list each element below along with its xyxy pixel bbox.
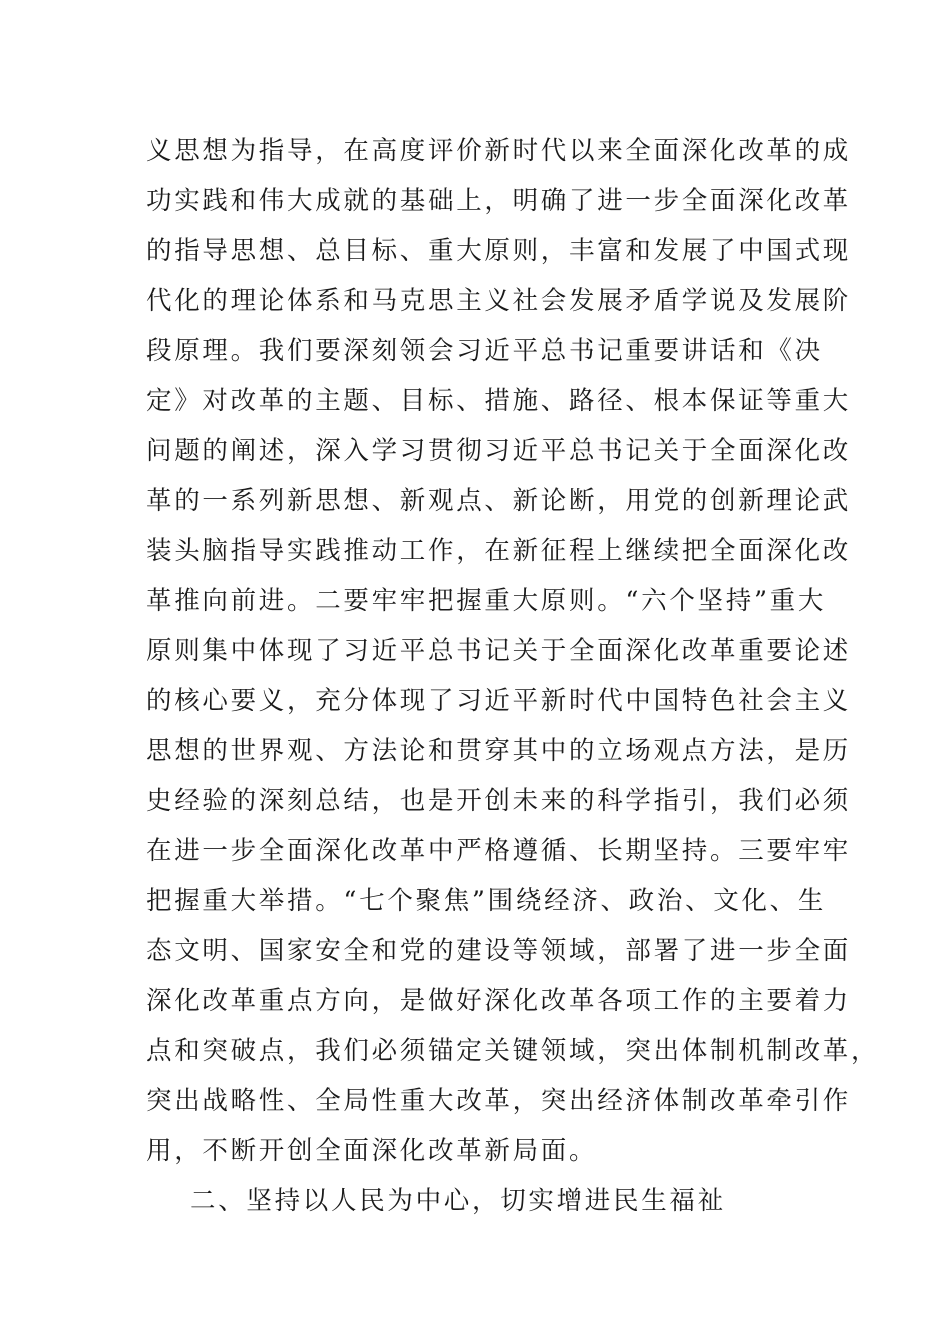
paragraph-line: 在进一步全面深化改革中严格遵循、长期坚持。三要牢牢 xyxy=(146,836,852,866)
paragraph-line: 代化的理论体系和马克思主义社会发展矛盾学说及发展阶 xyxy=(146,286,852,316)
paragraph-line: 定》对改革的主题、目标、措施、路径、根本保证等重大 xyxy=(146,386,852,416)
paragraph-line: 装头脑指导实践推动工作，在新征程上继续把全面深化改 xyxy=(146,536,852,566)
paragraph-line: 义思想为指导，在高度评价新时代以来全面深化改革的成 xyxy=(146,136,852,166)
paragraph-line: 点和突破点，我们必须锚定关键领域，突出体制机制改革， xyxy=(146,1036,880,1066)
paragraph-line: 革的一系列新思想、新观点、新论断，用党的创新理论武 xyxy=(146,486,852,516)
section-heading: 二、坚持以人民为中心，切实增进民生福祉 xyxy=(190,1186,726,1216)
paragraph-line: 段原理。我们要深刻领会习近平总书记重要讲话和《决 xyxy=(146,336,823,366)
paragraph-line: 态文明、国家安全和党的建设等领域，部署了进一步全面 xyxy=(146,936,852,966)
paragraph-line: 突出战略性、全局性重大改革，突出经济体制改革牵引作 xyxy=(146,1086,852,1116)
paragraph-line: 史经验的深刻总结，也是开创未来的科学指引，我们必须 xyxy=(146,786,852,816)
paragraph-line: 用，不断开创全面深化改革新局面。 xyxy=(146,1136,598,1166)
paragraph-line: 思想的世界观、方法论和贯穿其中的立场观点方法，是历 xyxy=(146,736,852,766)
paragraph-line: 深化改革重点方向，是做好深化改革各项工作的主要着力 xyxy=(146,986,852,1016)
paragraph-line: 的核心要义，充分体现了习近平新时代中国特色社会主义 xyxy=(146,686,852,716)
paragraph-line: 功实践和伟大成就的基础上，明确了进一步全面深化改革 xyxy=(146,186,852,216)
paragraph-line: 把握重大举措。“七个聚焦”围绕经济、政治、文化、生 xyxy=(146,886,827,916)
paragraph-line: 原则集中体现了习近平总书记关于全面深化改革重要论述 xyxy=(146,636,852,666)
paragraph-line: 革推向前进。二要牢牢把握重大原则。“六个坚持”重大 xyxy=(146,586,827,616)
paragraph-line: 问题的阐述，深入学习贯彻习近平总书记关于全面深化改 xyxy=(146,436,852,466)
paragraph-line: 的指导思想、总目标、重大原则，丰富和发展了中国式现 xyxy=(146,236,852,266)
